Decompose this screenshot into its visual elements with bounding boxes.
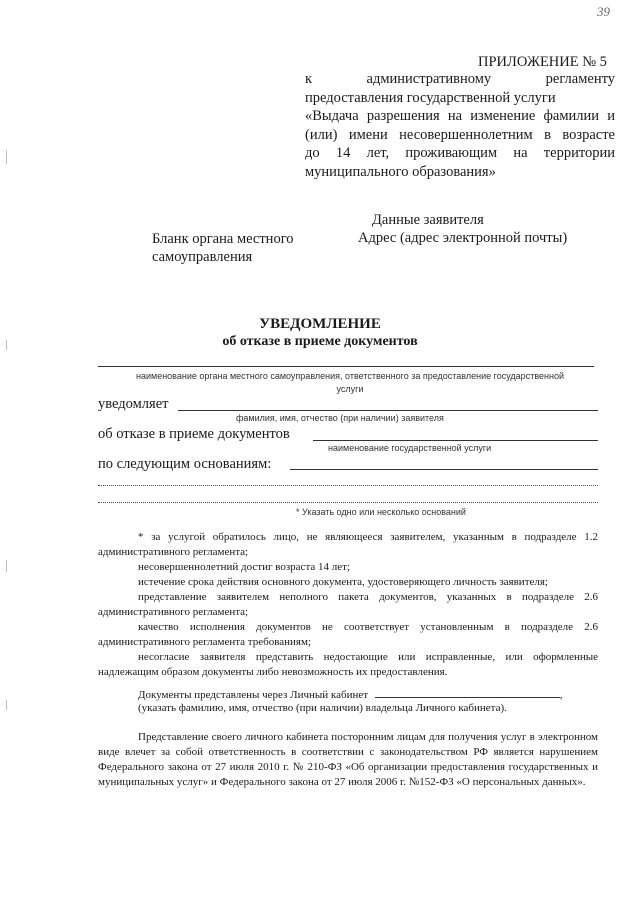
appendix-line: к административному регламенту — [305, 71, 615, 87]
grounds-label: по следующим основаниям: — [98, 456, 272, 472]
document-subtitle: об отказе в приеме документов — [222, 334, 418, 349]
authority-caption: наименование органа местного самоуправления, ответственного за предоставление государственной — [136, 371, 564, 381]
ground-item: представление заявителем неполного пакета документов, указанных в подразделе 2.6 административного регламента; — [98, 591, 598, 618]
appendix-title: ПРИЛОЖЕНИЕ № 5 — [478, 54, 607, 70]
grounds-field-line[interactable] — [98, 485, 598, 486]
ground-item: несовершеннолетний достиг возраста 14 лет; — [138, 561, 351, 573]
service-caption: наименование государственной услуги — [328, 443, 492, 453]
scan-margin-mark — [6, 150, 7, 164]
notifies-label: уведомляет — [98, 396, 169, 412]
authority-caption-continued: услуги — [336, 384, 364, 394]
cabinet-owner-field[interactable] — [375, 686, 560, 698]
ground-item: * за услугой обратилось лицо, не являющееся заявителем, указанным в подразделе 1.2 административного регламента; — [98, 531, 598, 558]
refusal-label: об отказе в приеме документов — [98, 426, 290, 442]
appendix-line: до 14 лет, проживающим на территории — [305, 145, 615, 161]
grounds-field-line[interactable] — [98, 502, 598, 503]
grounds-list — [98, 530, 598, 680]
scan-margin-mark — [6, 700, 7, 710]
applicant-data-label: Данные заявителя — [372, 212, 484, 228]
service-name-field[interactable] — [313, 440, 598, 441]
page-number: 39 — [597, 4, 610, 19]
ground-item: качество исполнения документов не соответствует установленным в подразделе 2.6 административного регламента требованиям; — [98, 621, 598, 648]
warning-paragraph: Представление своего личного кабинета посторонним лицам для получения услуг в электронном виде влечет за собой ответственность в соответствии с законодательством РФ является нарушением Федерального закона от 27 июля 2010 г. № 210-ФЗ «Об организации предоставления государственных и муниципальных услуг» и Федерального закона от 27 июля 2006 г. №152-ФЗ «О персональных данных». — [98, 731, 598, 788]
appendix-line: предоставления государственной услуги — [305, 89, 556, 106]
appendix-reference — [305, 70, 615, 181]
appendix-line: (или) имени несовершеннолетним в возрасте — [305, 126, 615, 143]
cabinet-caption: (указать фамилию, имя, отчество (при наличии) владельца Личного кабинета). — [138, 702, 507, 714]
applicant-fio-field[interactable] — [178, 410, 598, 411]
grounds-note: * Указать одно или несколько оснований — [296, 507, 466, 517]
document-title: УВЕДОМЛЕНИЕ — [259, 316, 381, 332]
grounds-field[interactable] — [290, 469, 598, 470]
fio-caption: фамилия, имя, отчество (при наличии) заявителя — [236, 413, 444, 423]
ground-item: истечение срока действия основного документа, удостоверяющего личность заявителя; — [138, 576, 548, 588]
applicant-address-label: Адрес (адрес электронной почты) — [358, 230, 568, 246]
ground-item: несогласие заявителя представить недостающие или исправленные, или оформленные надлежащим образом документы либо невозможность их предоставления. — [98, 651, 598, 678]
appendix-line: муниципального образования» — [305, 163, 496, 180]
appendix-line: «Выдача разрешения на изменение фамилии и — [305, 108, 615, 124]
cabinet-label: Документы представлены через Личный кабинет — [138, 689, 369, 701]
letterhead-line: Бланк органа местного — [152, 231, 294, 247]
letterhead-line: самоуправления — [152, 249, 253, 265]
cabinet-trail: , — [559, 689, 563, 701]
authority-field[interactable] — [98, 366, 594, 367]
scan-margin-mark — [6, 560, 7, 572]
letterhead-block — [152, 230, 312, 266]
